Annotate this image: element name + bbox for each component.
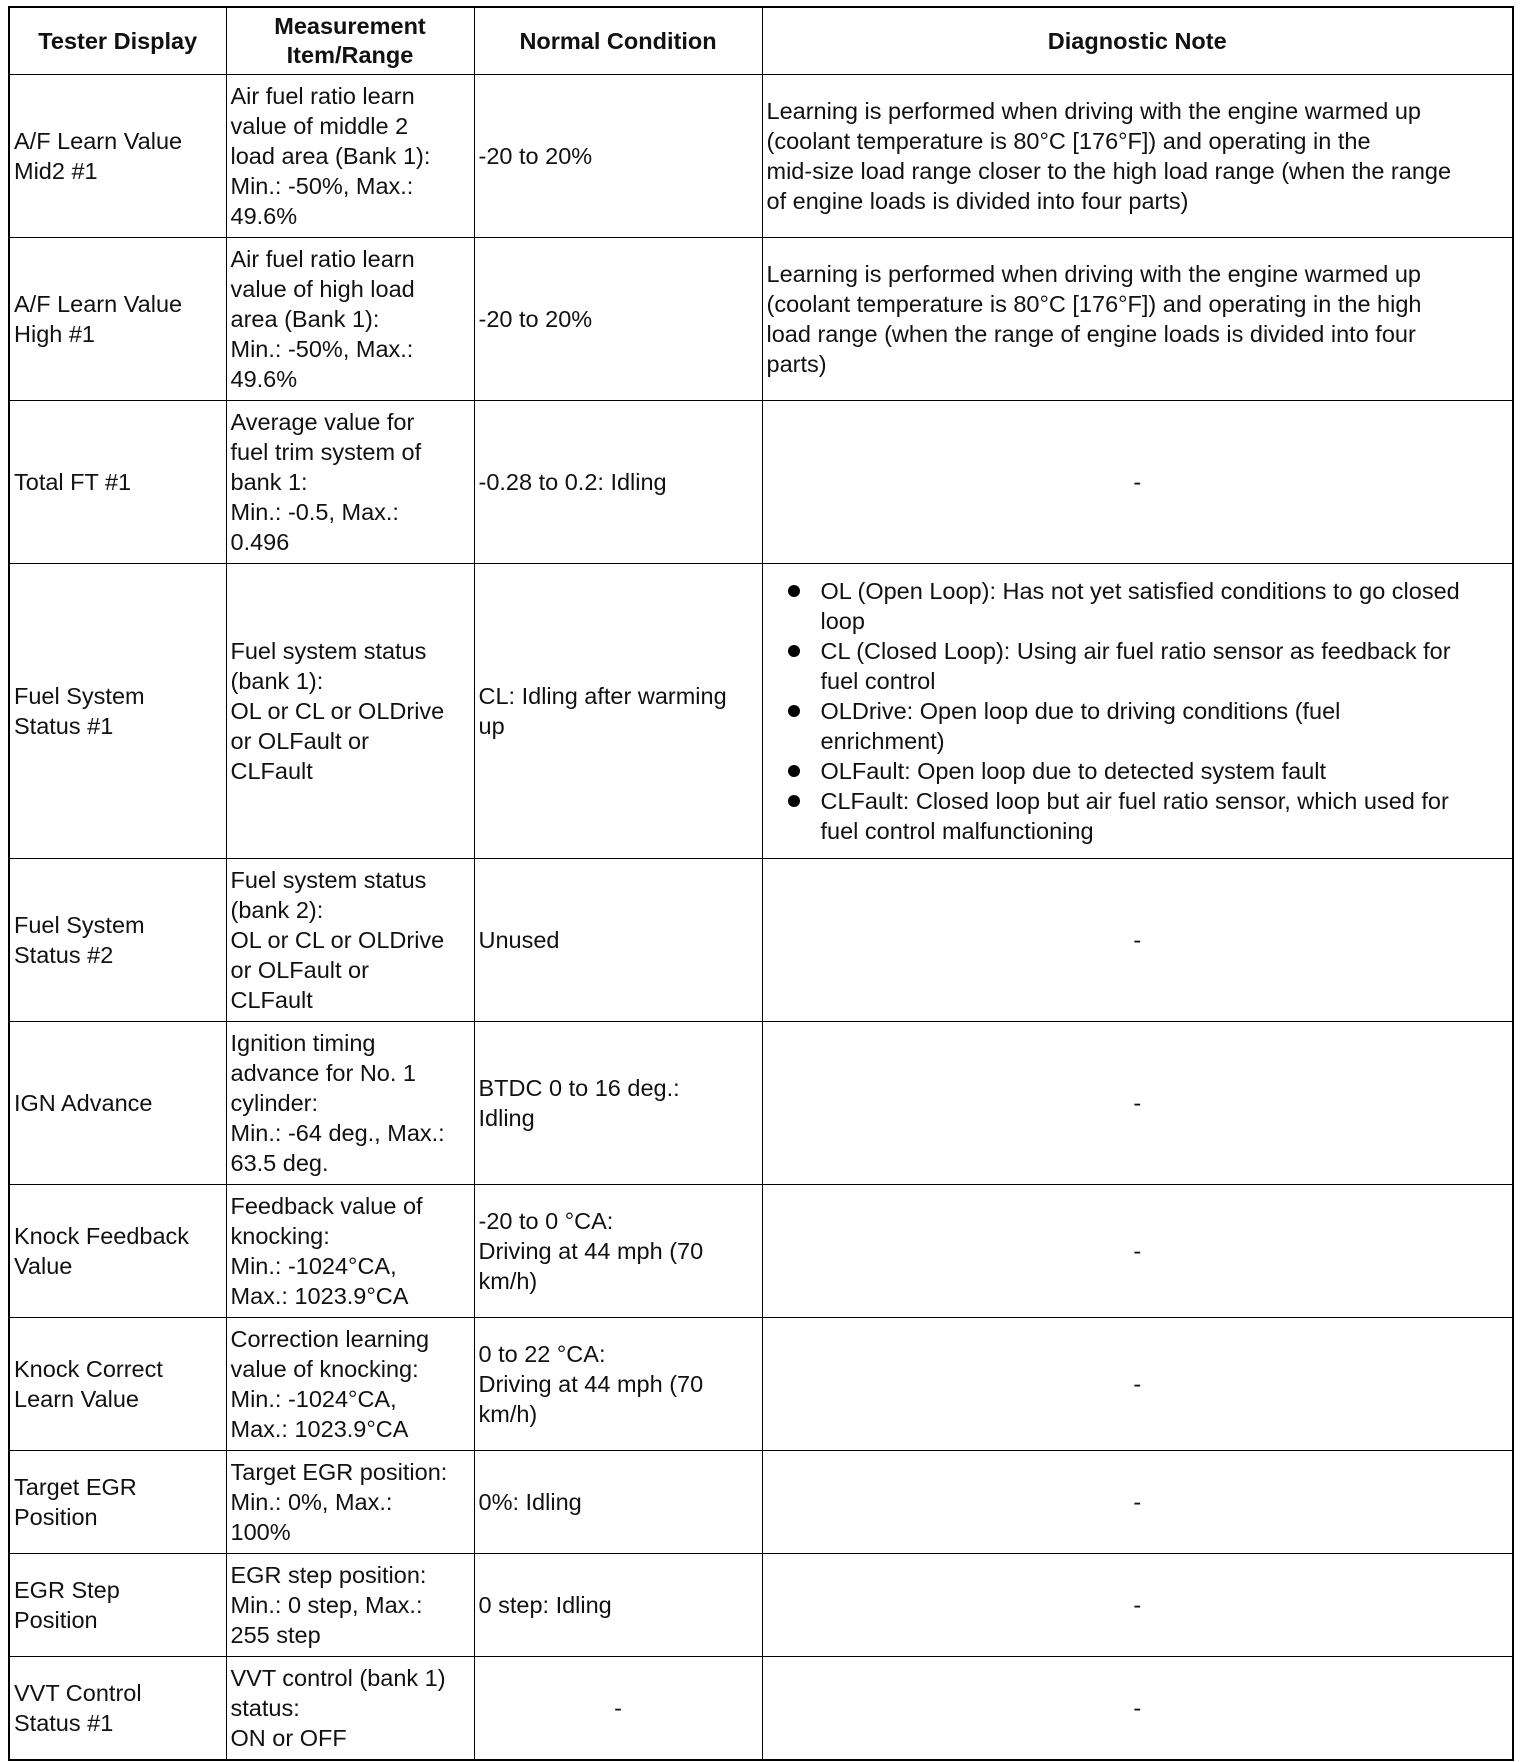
header-normal-condition: Normal Condition — [474, 7, 762, 75]
diagnostic-note-cell: - — [762, 1318, 1513, 1451]
table-row — [9, 1022, 1513, 1185]
normal-condition-cell: Unused — [474, 859, 762, 1022]
diagnostic-note-cell: - — [762, 401, 1513, 564]
measurement-cell: Target EGR position: Min.: 0%, Max.: 100% — [226, 1451, 474, 1554]
normal-condition-cell: BTDC 0 to 16 deg.: Idling — [474, 1022, 762, 1185]
tester-display-cell: A/F Learn Value High #1 — [9, 238, 226, 401]
table-row — [9, 1657, 1513, 1760]
table-row — [9, 401, 1513, 564]
data-list-table — [8, 6, 1514, 1761]
table-row — [9, 859, 1513, 1022]
normal-condition-cell: 0 step: Idling — [474, 1554, 762, 1657]
diagnostic-note-cell — [762, 564, 1513, 859]
bullet-text: OL (Open Loop): Has not yet satisfied conditions to go closed loop — [820, 578, 1460, 634]
bullet-dot-icon — [788, 585, 800, 597]
diagnostic-note-cell: - — [762, 1657, 1513, 1760]
tester-display-cell: VVT Control Status #1 — [9, 1657, 226, 1760]
diagnostic-note-bullet-list — [767, 572, 1509, 850]
bullet-text: CLFault: Closed loop but air fuel ratio sensor, which used for fuel control malfunctioning — [820, 788, 1449, 844]
diagnostic-note-cell: Learning is performed when driving with the engine warmed up (coolant temperature is 80°C [176°F]) and operating in the mid-size load range closer to the high load range (when the range of engine loads is divided into four parts) — [762, 75, 1513, 238]
bullet-item — [767, 696, 1509, 756]
diagnostic-note-cell: Learning is performed when driving with the engine warmed up (coolant temperature is 80°C [176°F]) and operating in the high load range (when the range of engine loads is divided into four parts) — [762, 238, 1513, 401]
diagnostic-note-cell: - — [762, 1022, 1513, 1185]
table-row — [9, 1318, 1513, 1451]
normal-condition-cell: -20 to 20% — [474, 238, 762, 401]
normal-condition-cell: CL: Idling after warming up — [474, 564, 762, 859]
bullet-item — [767, 786, 1509, 846]
measurement-cell: VVT control (bank 1) status: ON or OFF — [226, 1657, 474, 1760]
tester-display-cell: Target EGR Position — [9, 1451, 226, 1554]
tester-display-cell: Fuel System Status #2 — [9, 859, 226, 1022]
header-row — [9, 7, 1513, 75]
normal-condition-cell: -20 to 20% — [474, 75, 762, 238]
tester-display-cell: Knock Correct Learn Value — [9, 1318, 226, 1451]
table-row — [9, 1185, 1513, 1318]
table-row — [9, 75, 1513, 238]
measurement-cell: Air fuel ratio learn value of middle 2 load area (Bank 1): Min.: -50%, Max.: 49.6% — [226, 75, 474, 238]
header-diagnostic-note: Diagnostic Note — [762, 7, 1513, 75]
table-row — [9, 1451, 1513, 1554]
normal-condition-cell: 0%: Idling — [474, 1451, 762, 1554]
bullet-text: OLFault: Open loop due to detected system fault — [820, 758, 1327, 784]
table-row — [9, 564, 1513, 859]
bullet-text: OLDrive: Open loop due to driving conditions (fuel enrichment) — [820, 698, 1341, 754]
diagnostic-note-cell: - — [762, 1451, 1513, 1554]
measurement-cell: Correction learning value of knocking: Min.: -1024°CA, Max.: 1023.9°CA — [226, 1318, 474, 1451]
tester-display-cell: Fuel System Status #1 — [9, 564, 226, 859]
bullet-item — [767, 636, 1509, 696]
measurement-cell: Fuel system status (bank 1): OL or CL or OLDrive or OLFault or CLFault — [226, 564, 474, 859]
bullet-item — [767, 756, 1509, 786]
measurement-cell: Air fuel ratio learn value of high load area (Bank 1): Min.: -50%, Max.: 49.6% — [226, 238, 474, 401]
normal-condition-cell: 0 to 22 °CA: Driving at 44 mph (70 km/h) — [474, 1318, 762, 1451]
header-measurement-item-range: Measurement Item/Range — [226, 7, 474, 75]
tester-display-cell: A/F Learn Value Mid2 #1 — [9, 75, 226, 238]
measurement-cell: Ignition timing advance for No. 1 cylinder: Min.: -64 deg., Max.: 63.5 deg. — [226, 1022, 474, 1185]
measurement-cell: EGR step position: Min.: 0 step, Max.: 255 step — [226, 1554, 474, 1657]
diagnostic-note-cell: - — [762, 859, 1513, 1022]
tester-display-cell: EGR Step Position — [9, 1554, 226, 1657]
bullet-dot-icon — [788, 795, 800, 807]
table-row — [9, 1554, 1513, 1657]
bullet-dot-icon — [788, 645, 800, 657]
diagnostic-note-cell: - — [762, 1554, 1513, 1657]
tester-display-cell: IGN Advance — [9, 1022, 226, 1185]
normal-condition-cell: -0.28 to 0.2: Idling — [474, 401, 762, 564]
bullet-dot-icon — [788, 765, 800, 777]
measurement-cell: Feedback value of knocking: Min.: -1024°CA, Max.: 1023.9°CA — [226, 1185, 474, 1318]
tester-display-cell: Knock Feedback Value — [9, 1185, 226, 1318]
bullet-item — [767, 576, 1509, 636]
bullet-dot-icon — [788, 705, 800, 717]
normal-condition-cell: - — [474, 1657, 762, 1760]
normal-condition-cell: -20 to 0 °CA: Driving at 44 mph (70 km/h) — [474, 1185, 762, 1318]
bullet-text: CL (Closed Loop): Using air fuel ratio sensor as feedback for fuel control — [820, 638, 1451, 694]
measurement-cell: Average value for fuel trim system of bank 1: Min.: -0.5, Max.: 0.496 — [226, 401, 474, 564]
header-tester-display: Tester Display — [9, 7, 226, 75]
measurement-cell: Fuel system status (bank 2): OL or CL or OLDrive or OLFault or CLFault — [226, 859, 474, 1022]
diagnostic-note-cell: - — [762, 1185, 1513, 1318]
table-row — [9, 238, 1513, 401]
tester-display-cell: Total FT #1 — [9, 401, 226, 564]
